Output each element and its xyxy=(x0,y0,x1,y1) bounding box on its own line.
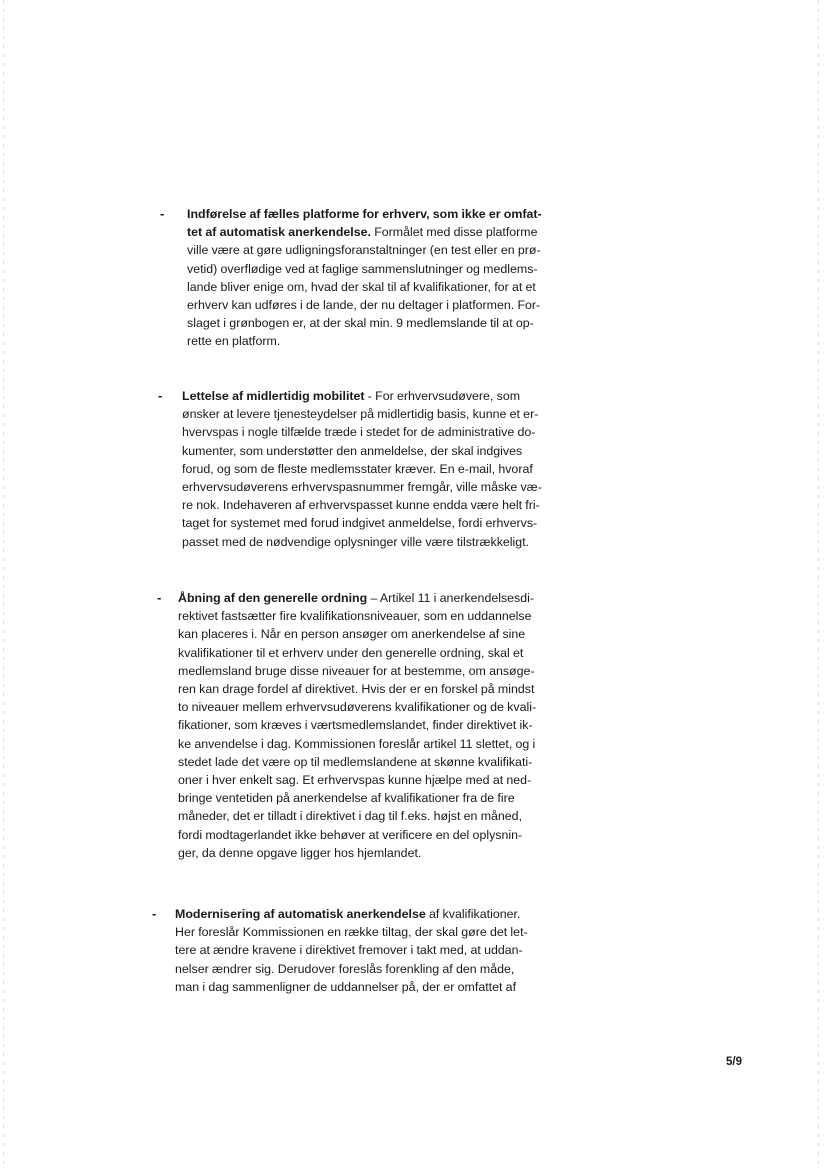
text-line: ger, da denne opgave ligger hos hjemlandet. xyxy=(178,845,422,860)
text-line: Modernisering af automatisk anerkendelse af kvalifikationer. xyxy=(175,907,521,921)
text-line: ke anvendelse i dag. Kommissionen foreslår artikel 11 slettet, og i xyxy=(178,736,536,751)
text-line: taget for systemet med forud indgivet anmeldelse, fordi erhvervs- xyxy=(182,516,538,531)
text-line: fordi modtagerlandet ikke behøver at verificere en del oplysnin- xyxy=(178,827,523,842)
text-line: bringe ventetiden på anerkendelse af kvalifikationer fra de fire xyxy=(178,791,515,806)
text-line: to niveauer mellem erhvervsudøverens kvalifikationer og de kvali- xyxy=(178,700,537,715)
scan-edge-right xyxy=(818,0,819,1168)
text-line: medlemsland bruge disse niveauer for at bestemme, om ansøge- xyxy=(178,663,535,678)
text-line: måneder, det er tilladt i direktivet i dag til f.eks. højst en måned, xyxy=(178,809,523,824)
bullet-dash: - xyxy=(157,590,162,605)
text-line: ønsker at levere tjenesteydelser på midlertidig basis, kunne et er- xyxy=(182,407,539,422)
section-text xyxy=(175,905,560,996)
text-line: ren kan drage fordel af direktivet. Hvis der er en forskel på mindst xyxy=(178,682,535,697)
text-line: Her foreslår Kommissionen en række tiltag, der skal gøre det let- xyxy=(175,925,528,940)
bullet-section-automatic-recognition xyxy=(152,905,560,996)
bullet-dash: - xyxy=(152,906,157,921)
text-line: kumenter, som understøtter den anmeldelse, der skal indgives xyxy=(182,443,523,458)
bold-heading: Lettelse af midlertidig mobilitet xyxy=(182,389,365,403)
bullet-section-platforms xyxy=(160,205,570,351)
bold-heading: Modernisering af automatisk anerkendelse xyxy=(175,907,426,921)
text-line: slaget i grønbogen er, at der skal min. 9 medlemslande til at op- xyxy=(187,316,534,331)
text-line: tere at ændre kravene i direktivet fremover i takt med, at uddan- xyxy=(175,943,523,958)
section-text xyxy=(182,387,570,551)
text-line: Lettelse af midlertidig mobilitet - For erhvervsudøvere, som xyxy=(182,389,521,403)
bold-heading: Indførelse af fælles platforme for erhverv, som ikke er omfat- xyxy=(187,207,542,221)
text-line: tet af automatisk anerkendelse. Formålet med disse platforme xyxy=(187,225,538,240)
bullet-dash: - xyxy=(158,388,163,403)
bullet-section-general-system xyxy=(157,589,571,862)
bold-heading: Åbning af den generelle ordning xyxy=(178,591,368,605)
text-line: vetid) overflødige ved at faglige sammenslutninger og medlems- xyxy=(187,261,538,276)
text-line: forud, og som de fleste medlemsstater kræver. En e-mail, hvoraf xyxy=(182,461,533,476)
bold-heading: tet af automatisk anerkendelse. xyxy=(187,225,371,240)
text-line xyxy=(187,205,570,223)
text-line: stedet lade det være op til medlemslandene at skønne kvalifikati- xyxy=(178,754,533,769)
text-line: kvalifikationer til et erhverv under den generelle ordning, skal et xyxy=(178,645,524,660)
text-line: man i dag sammenligner de uddannelser på, der er omfattet af xyxy=(175,979,517,994)
text-line: rette en platform. xyxy=(187,334,281,349)
text-line: erhverv kan udføres i de lande, der nu deltager i platformen. For- xyxy=(187,298,541,313)
section-text xyxy=(178,589,571,862)
text-line: fikationer, som kræves i værtsmedlemslandet, finder direktivet ik- xyxy=(178,718,533,733)
text-line: passet med de nødvendige oplysninger ville være tilstrækkeligt. xyxy=(182,534,530,549)
bullet-dash: - xyxy=(160,206,165,221)
section-text xyxy=(187,205,570,351)
text-line: erhvervsudøverens erhvervspasnummer fremgår, ville måske væ- xyxy=(182,480,542,495)
scan-edge-left xyxy=(3,0,4,1168)
text-line: Åbning af den generelle ordning – Artikel 11 i anerkendelsesdi- xyxy=(178,591,535,605)
text-line: re nok. Indehaveren af erhvervspasset kunne endda være helt fri- xyxy=(182,498,540,513)
text-line: kan placeres i. Når en person ansøger om anerkendelse af sine xyxy=(178,627,526,642)
text-line: rektivet fastsætter fire kvalifikationsniveauer, som en uddannelse xyxy=(178,609,532,624)
text-line: lande bliver enige om, hvad der skal til af kvalifikationer, for at et xyxy=(187,279,536,294)
bullet-section-temporary-mobility xyxy=(158,387,570,551)
text-line: hvervspas i nogle tilfælde træde i stedet for de administrative do- xyxy=(182,425,536,440)
text-line: nelser ændrer sig. Derudover foreslås forenkling af den måde, xyxy=(175,961,515,976)
text-line: oner i hver enkelt sag. Et erhvervspas kunne hjælpe med at ned- xyxy=(178,773,532,788)
page-number: 5/9 xyxy=(726,1056,742,1068)
text-line: ville være at gøre udligningsforanstaltninger (en test eller en prø- xyxy=(187,243,541,258)
